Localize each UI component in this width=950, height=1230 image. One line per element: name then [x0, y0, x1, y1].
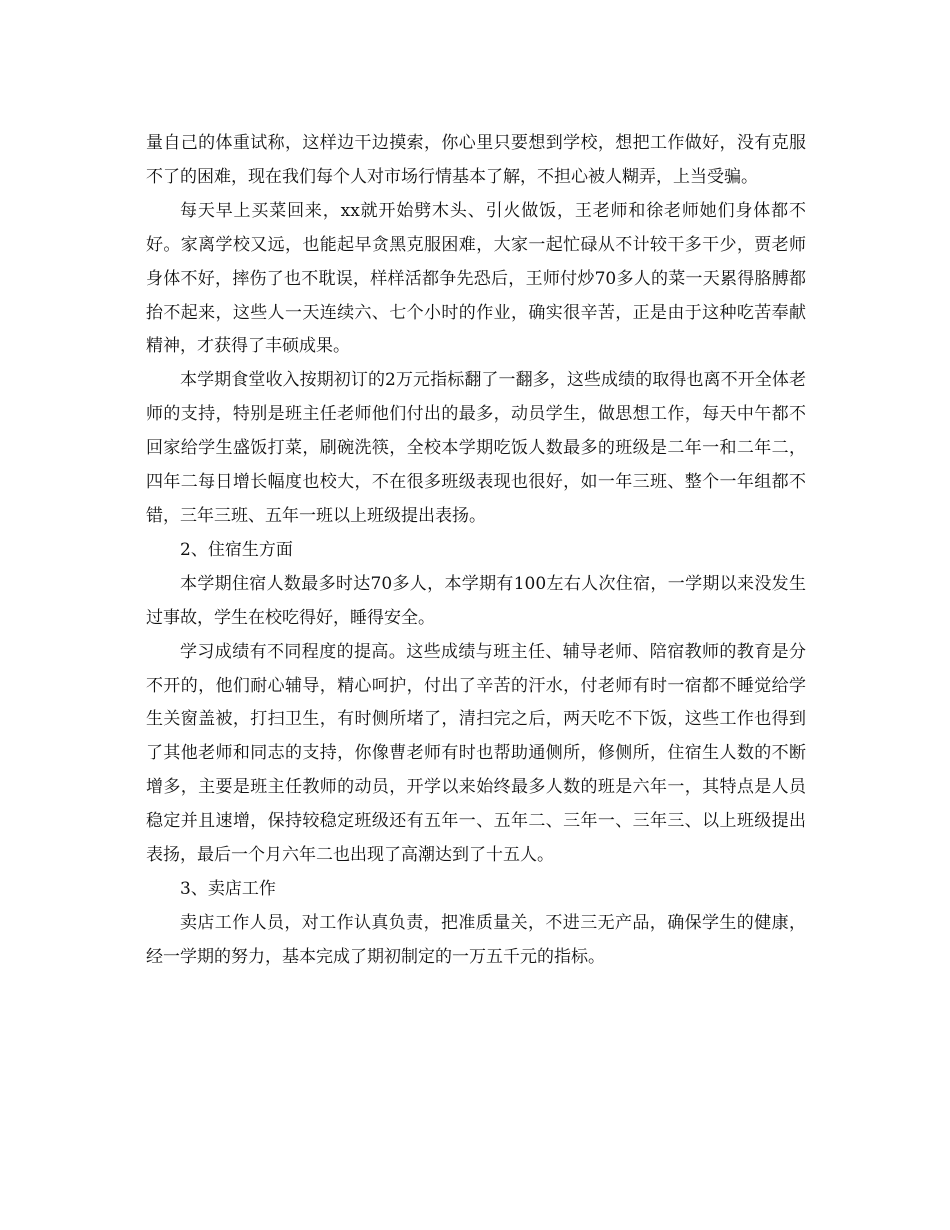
- document-body: [146, 127, 806, 975]
- paragraph-boarding-count: 本学期住宿人数最多时达70多人，本学期有100左右人次住宿，一学期以来没发生过事故，学生在校吃得好，睡得安全。: [146, 573, 806, 628]
- paragraph-cooking-staff: 每天早上买菜回来，xx就开始劈木头、引火做饭，王老师和徐老师她们身体都不好。家离学校又远，也能起早贪黑克服困难，大家一起忙碌从不计较干多干少，贾老师身体不好，摔伤了也不耽误，样样活都争先恐后，王师付炒70多人的菜一天累得胳膊都抬不起来，这些人一天连续六、七个小时的作业，确实很辛苦，正是由于这种吃苦奉献精神，才获得了丰硕成果。: [146, 200, 806, 357]
- section-heading-store: 3、卖店工作: [180, 878, 276, 899]
- paragraph-canteen-income: 本学期食堂收入按期初订的2万元指标翻了一翻多，这些成绩的取得也离不开全体老师的支持，特别是班主任老师他们付出的最多，动员学生，做思想工作，每天中午都不回家给学生盛饭打菜，刷碗洗筷，全校本学期吃饭人数最多的班级是二年一和二年二，四年二每日增长幅度也校大，不在很多班级表现也很好，如一年三班、整个一年组都不错，三年三班、五年一班以上班级提出表扬。: [146, 370, 806, 526]
- section-heading-boarding: 2、住宿生方面: [180, 539, 293, 560]
- paragraph-boarding-results: 学习成绩有不同程度的提高。这些成绩与班主任、辅导老师、陪宿教师的教育是分不开的，他们耐心辅导，精心呵护，付出了辛苦的汗水，付老师有时一宿都不睡觉给学生关窗盖被，打扫卫生，有时侧所堵了，清扫完之后，两天吃不下饭，这些工作也得到了其他老师和同志的支持，你像曹老师有时也帮助通侧所，修侧所，住宿生人数的不断增多，主要是班主任教师的动员，开学以来始终最多人数的班是六年一，其特点是人员稳定并且速增，保持较稳定班级还有五年一、五年二、三年一、三年三、以上班级提出表扬，最后一个月六年二也出现了高潮达到了十五人。: [146, 641, 806, 866]
- paragraph-store-work: 卖店工作人员，对工作认真负责，把准质量关，不进三无产品，确保学生的健康，经一学期的努力，基本完成了期初制定的一万五千元的指标。: [146, 912, 806, 967]
- paragraph-continued: 量自己的体重试称，这样边干边摸索，你心里只要想到学校，想把工作做好，没有克服不了的困难，现在我们每个人对市场行情基本了解，不担心被人糊弄，上当受骗。: [146, 133, 806, 187]
